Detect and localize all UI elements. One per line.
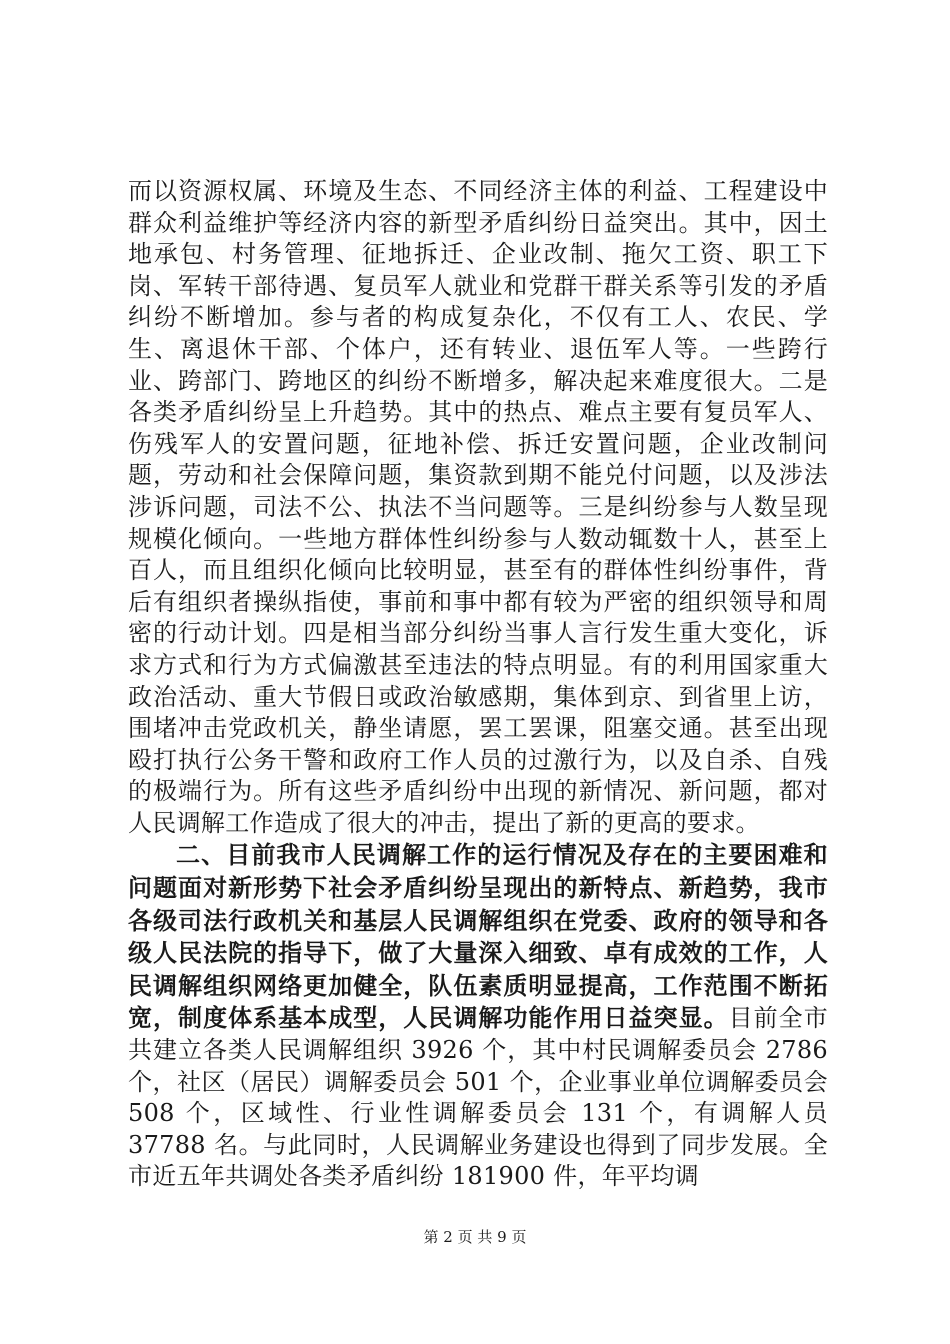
paragraph-disputes-characteristics: 而以资源权属、环境及生态、不同经济主体的利益、工程建设中群众利益维护等经济内容的新型矛盾纠纷日益突出。其中，因土地承包、村务管理、征地拆迁、企业改制、拖欠工资、职工下岗、军转干部待遇、复员军人就业和党群干群关系等引发的矛盾纠纷不断增加。参与者的构成复杂化，不仅有工人、农民、学生、离退休干部、个体户，还有转业、退伍军人等。一些跨行业、跨部门、跨地区的纠纷不断增多，解决起来难度很大。二是各类矛盾纠纷呈上升趋势。其中的热点、难点主要有复员军人、伤残军人的安置问题，征地补偿、拆迁安置问题，企业改制问题，劳动和社会保障问题，集资款到期不能兑付问题，以及涉法涉诉问题，司法不公、执法不当问题等。三是纠纷参与人数呈现规模化倾向。一些地方群体性纠纷参与人数动辄数十人，甚至上百人，而且组织化倾向比较明显，甚至有的群体性纠纷事件，背后有组织者操纵指使，事前和事中都有较为严密的组织领导和周密的行动计划。四是相当部分纠纷当事人言行发生重大变化，诉求方式和行为方式偏激甚至违法的特点明显。有的利用国家重大政治活动、重大节假日或政治敏感期，集体到京、到省里上访，围堵冲击党政机关，静坐请愿，罢工罢课，阻塞交通。甚至出现殴打执行公务干警和政府工作人员的过激行为，以及自杀、自残的极端行为。所有这些矛盾纠纷中出现的新情况、新问题，都对人民调解工作造成了很大的冲击，提出了新的更高的要求。 [128,177,828,837]
paragraph-mediation-status [128,839,828,1193]
section-heading-two: 二、目前我市人民调解工作的运行情况及存在的主要困难和问题面对新形势下社会矛盾纠纷呈现出的新特点、新趋势，我市各级司法行政机关和基层人民调解组织在党委、政府的领导和各级人民法院的指导下，做了大量深入细致、卓有成效的工作，人民调解组织网络更加健全，队伍素质明显提高，工作范围不断拓宽，制度体系基本成型，人民调解功能作用日益突显。 [128,840,828,1033]
document-body [128,176,828,1193]
page-number-footer: 第 2 页 共 9 页 [423,1228,527,1246]
paragraph-mediation-statistics: 目前全市共建立各类人民调解组织 3926 个，其中村民调解委员会 2786 个，社区（居民）调解委员会 501 个，企业事业单位调解委员会 508 个，区域性、行业性调解委员会 131 个，有调解人员 37788 名。与此同时，人民调解业务建设也得到了同步发展。全市近五年共调处各类矛盾纠纷 181900 件，年平均调 [128,1004,829,1191]
